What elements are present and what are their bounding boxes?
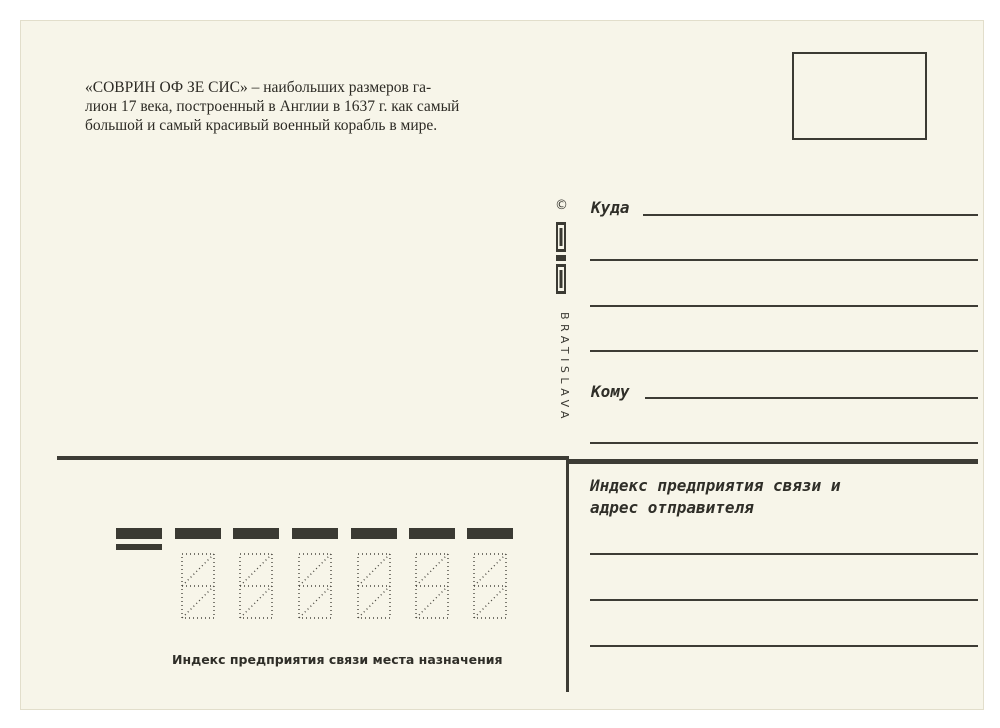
to-where-label: Куда	[591, 198, 630, 217]
stamp-placeholder	[792, 52, 927, 140]
postcard-description	[85, 78, 505, 135]
postcode-label: Индекс предприятия связи места назначения	[172, 652, 503, 667]
to-whom-label: Кому	[591, 382, 630, 401]
publisher-city: BRATISLAVA	[558, 312, 571, 423]
postcode-bar	[175, 528, 221, 539]
sender-line	[590, 553, 978, 555]
sender-label-line1: Индекс предприятия связи и	[590, 476, 841, 495]
postcode-marker-bar-lower	[116, 544, 162, 550]
postcode-digit-box	[297, 552, 333, 620]
description-line: большой и самый красивый военный корабль в мире.	[85, 117, 438, 134]
description-line: лион 17 века, построенный в Англии в 1637 г. как самый	[85, 98, 460, 115]
horizontal-divider-right	[568, 459, 978, 464]
postcode-digit-box	[356, 552, 392, 620]
description-line: «СОВРИН ОФ ЗЕ СИС» – наибольших размеров га-	[85, 79, 432, 96]
sender-line	[590, 599, 978, 601]
address-line	[590, 305, 978, 307]
postcode-digit-box	[180, 552, 216, 620]
copyright-symbol: ©	[555, 198, 568, 213]
postcode-digit-box	[414, 552, 450, 620]
postcode-digit-box	[238, 552, 274, 620]
postcode-digit-box	[472, 552, 508, 620]
postcode-bar	[292, 528, 338, 539]
postcode-bar	[409, 528, 455, 539]
sender-label-line2: адрес отправителя	[590, 498, 754, 517]
recipient-line	[645, 397, 978, 399]
horizontal-divider-left	[57, 456, 569, 460]
sender-line	[590, 645, 978, 647]
pressfoto-logo-icon	[555, 222, 567, 294]
postcode-marker-bar	[116, 528, 162, 539]
postcode-bar	[233, 528, 279, 539]
address-line	[590, 259, 978, 261]
address-line	[643, 214, 978, 216]
vertical-divider	[566, 456, 569, 692]
address-line	[590, 350, 978, 352]
postcode-bar	[467, 528, 513, 539]
recipient-line	[590, 442, 978, 444]
postcode-bar	[351, 528, 397, 539]
